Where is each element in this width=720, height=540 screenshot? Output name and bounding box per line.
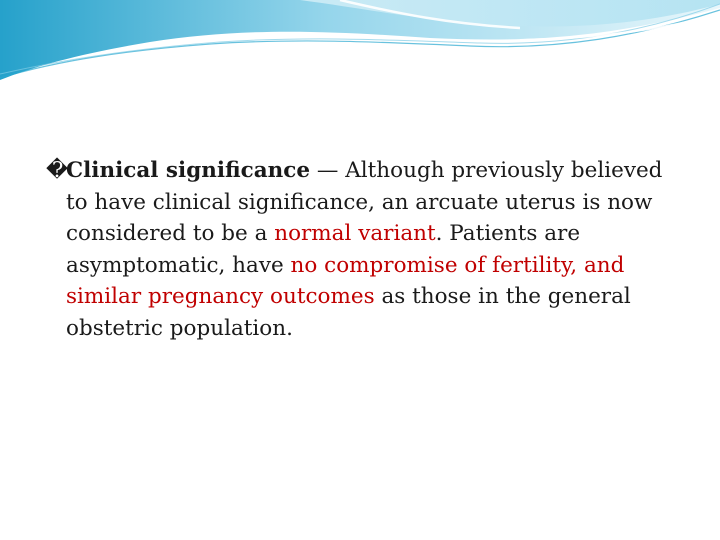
decorative-wave-header: [0, 0, 720, 100]
slide-body: [46, 155, 666, 344]
paragraph-text-2: . Patients are asymptomatic, have: [66, 221, 581, 278]
highlight-normal-variant: normal variant: [274, 221, 436, 246]
bullet-paragraph: [46, 155, 666, 344]
highlight-no-compromise: no compromise of fertility, and similar pregnancy outcomes: [66, 252, 625, 309]
paragraph-text-3: as those in the general obstetric population.: [66, 284, 631, 341]
term-heading: Clinical significance: [66, 158, 311, 183]
paragraph-text-1: — Although previously believed to have clinical significance, an arcuate uterus is now considered to be a: [66, 158, 663, 246]
bullet-glyph: �: [46, 158, 69, 183]
